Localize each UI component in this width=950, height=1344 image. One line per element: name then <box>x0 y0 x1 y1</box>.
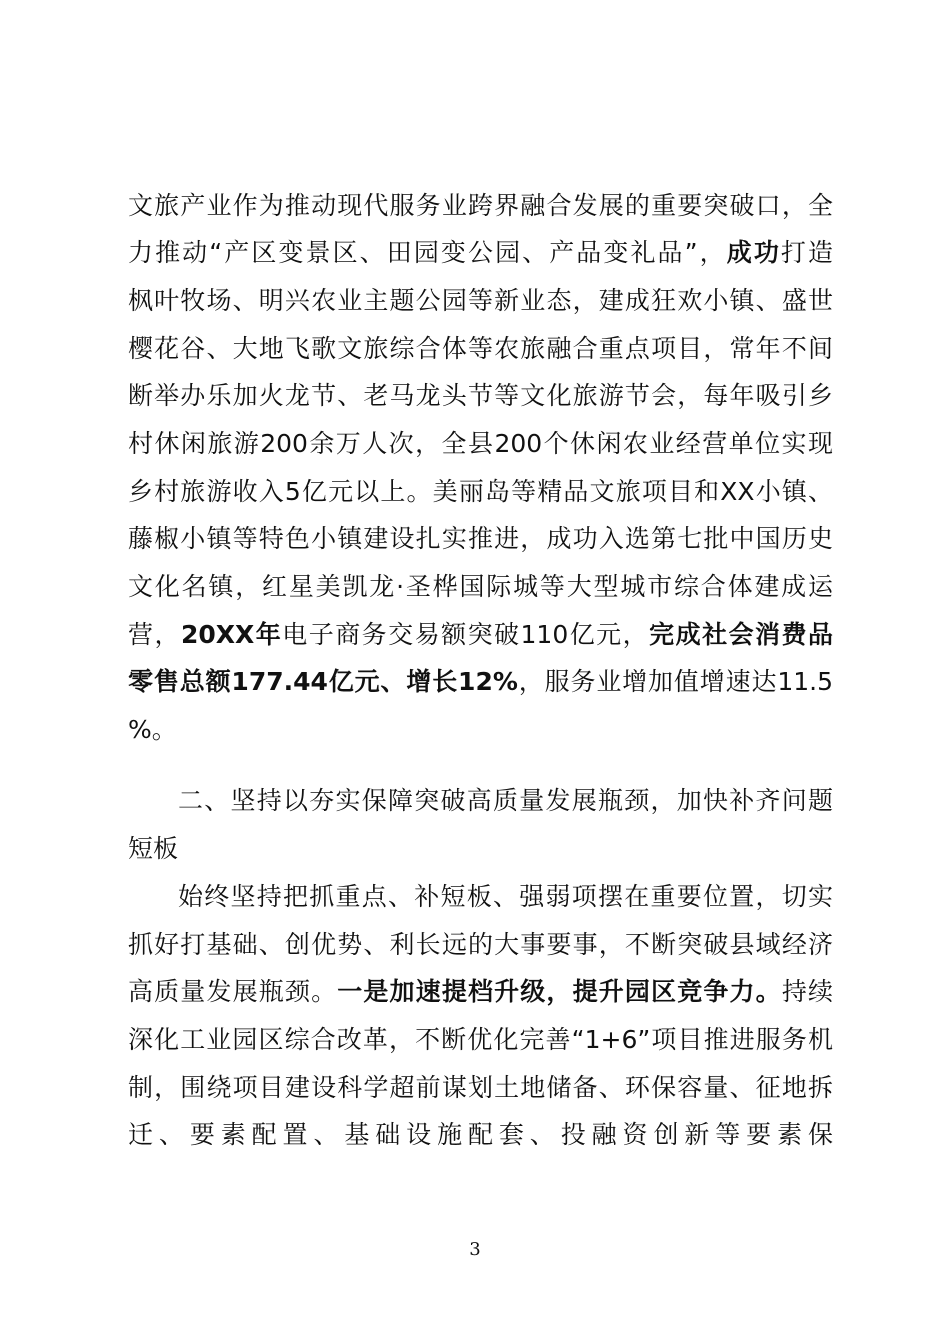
paragraph-line: 始终坚持把抓重点、补短板、强弱项摆在重要位置，切实 <box>178 882 833 911</box>
paragraph-line: 迁、要素配置、基础设施配套、投融资创新等要素保 <box>128 1120 833 1149</box>
paragraph-line: 营，20XX年电子商务交易额突破110亿元，完成社会消费品 <box>128 620 833 649</box>
paragraph-line: 零售总额177.44亿元、增长12%，服务业增加值增速达11.5 <box>128 667 833 696</box>
paragraph-line: 村休闲旅游200余万人次，全县200个休闲农业经营单位实现 <box>128 429 833 458</box>
page-number: 3 <box>469 1239 481 1260</box>
paragraph-line: 枫叶牧场、明兴农业主题公园等新业态，建成狂欢小镇、盛世 <box>128 286 833 315</box>
paragraph-line: %。 <box>128 715 177 744</box>
section-heading: 二、坚持以夯实保障突破高质量发展瓶颈，加快补齐问题 <box>178 786 833 815</box>
paragraph-line: 制，围绕项目建设科学超前谋划土地储备、环保容量、征地拆 <box>128 1073 833 1102</box>
paragraph-line: 力推动“产区变景区、田园变公园、产品变礼品”，成功打造 <box>128 238 833 267</box>
paragraph-line: 高质量发展瓶颈。一是加速提档升级，提升园区竞争力。持续 <box>128 977 833 1006</box>
paragraph-line: 文旅产业作为推动现代服务业跨界融合发展的重要突破口，全 <box>128 191 833 220</box>
paragraph-line: 乡村旅游收入5亿元以上。美丽岛等精品文旅项目和XX小镇、 <box>128 477 833 506</box>
paragraph-line: 抓好打基础、创优势、利长远的大事要事，不断突破县域经济 <box>128 930 833 959</box>
paragraph-line: 樱花谷、大地飞歌文旅综合体等农旅融合重点项目，常年不间 <box>128 334 833 363</box>
section-heading-continued: 短板 <box>128 834 179 863</box>
paragraph-line: 断举办乐加火龙节、老马龙头节等文化旅游节会，每年吸引乡 <box>128 381 833 410</box>
paragraph-line: 藤椒小镇等特色小镇建设扎实推进，成功入选第七批中国历史 <box>128 524 833 553</box>
paragraph-line: 深化工业园区综合改革，不断优化完善“1+6”项目推进服务机 <box>128 1025 833 1054</box>
paragraph-line: 文化名镇，红星美凯龙·圣桦国际城等大型城市综合体建成运 <box>128 572 833 601</box>
